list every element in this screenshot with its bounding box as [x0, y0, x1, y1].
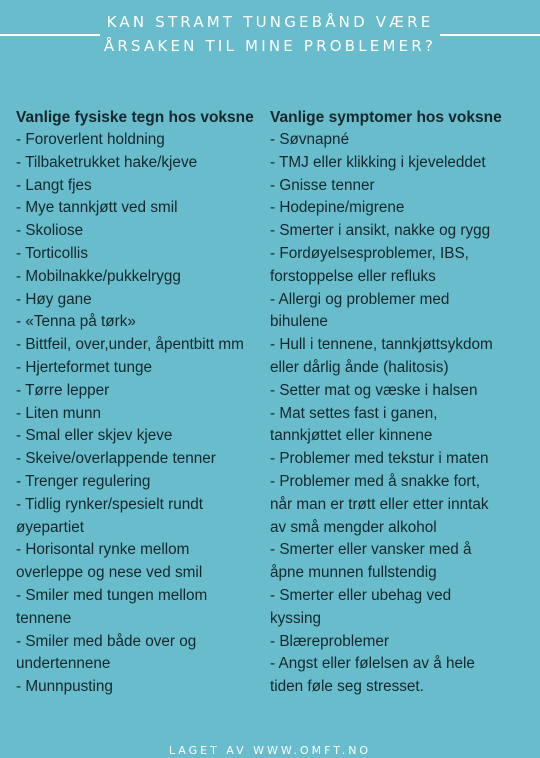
list-item: - Torticollis: [16, 244, 88, 262]
physical-signs-column: [16, 106, 271, 699]
list-item: eller dårlig ånde (halitosis): [270, 358, 449, 376]
list-item: - Tilbaketrukket hake/kjeve: [16, 153, 198, 171]
list-item: - Smerter eller vansker med å: [270, 541, 472, 559]
list-item: undertennene: [16, 655, 111, 673]
list-item: - Hjerteformet tunge: [16, 358, 153, 376]
list-item: - Liten munn: [16, 404, 102, 422]
list-item: - Høy gane: [16, 290, 92, 308]
list-item: øyepartiet: [16, 518, 85, 536]
list-item: - Trenger regulering: [16, 472, 151, 490]
list-item: - Mobilnakke/pukkelrygg: [16, 267, 181, 285]
list-item: - Hodepine/migrene: [270, 199, 405, 217]
list-item: - Smerter eller ubehag ved: [270, 586, 452, 604]
list-item: - Smiler med tungen mellom: [16, 586, 208, 604]
list-item: - Skeive/overlappende tenner: [16, 450, 216, 468]
list-item: - Skoliose: [16, 222, 84, 240]
physical-signs-list: [16, 129, 271, 699]
page-header: [0, 10, 540, 62]
footer-credit: LAGET AV WWW.OMFT.NO: [168, 744, 372, 757]
list-item: - Søvnapné: [270, 131, 350, 148]
page-title-line-2: ÅRSAKEN TIL MINE PROBLEMER?: [103, 37, 437, 55]
list-item: - Hull i tennene, tannkjøttsykdom: [270, 336, 493, 354]
list-item: - TMJ eller klikking i kjeveleddet: [270, 153, 486, 171]
list-item: - Allergi og problemer med: [270, 290, 450, 308]
list-item: - Smal eller skjev kjeve: [16, 427, 173, 445]
list-item: - Smerter i ansikt, nakke og rygg: [270, 222, 491, 240]
list-item: når man er trøtt eller etter inntak: [270, 495, 489, 513]
list-item: åpne munnen fullstendig: [270, 564, 437, 582]
list-item: - Angst eller følelsen av å hele: [270, 655, 475, 673]
page-title-line-1: KAN STRAMT TUNGEBÅND VÆRE: [106, 13, 434, 31]
list-item: - Blæreproblemer: [270, 632, 390, 650]
list-item: - Bittfeil, over,under, åpentbitt mm: [16, 336, 244, 354]
list-item: forstoppelse eller refluks: [270, 267, 436, 285]
list-item: bihulene: [270, 313, 328, 331]
physical-signs-heading: Vanlige fysiske tegn hos voksne: [16, 109, 254, 126]
list-item: - Setter mat og væske i halsen: [270, 381, 478, 399]
symptoms-list: [270, 129, 532, 699]
list-item: - Problemer med tekstur i maten: [270, 450, 489, 468]
list-item: kyssing: [270, 609, 322, 627]
symptoms-column: [270, 106, 532, 699]
list-item: - Fordøyelsesproblemer, IBS,: [270, 244, 469, 262]
list-item: - Munnpusting: [16, 678, 113, 696]
list-item: tannkjøttet eller kinnene: [270, 427, 433, 445]
list-item: tennene: [16, 609, 72, 627]
list-item: - Problemer med å snakke fort,: [270, 472, 480, 490]
list-item: - Tørre lepper: [16, 381, 110, 399]
list-item: - Horisontal rynke mellom: [16, 541, 190, 559]
list-item: - «Tenna på tørk»: [16, 313, 136, 331]
symptoms-heading: Vanlige symptomer hos voksne: [270, 109, 502, 126]
list-item: overleppe og nese ved smil: [16, 564, 203, 582]
list-item: - Tidlig rynker/spesielt rundt: [16, 495, 204, 513]
list-item: - Mat settes fast i ganen,: [270, 404, 438, 422]
list-item: av små mengder alkohol: [270, 518, 437, 536]
list-item: - Gnisse tenner: [270, 176, 375, 194]
list-item: - Mye tannkjøtt ved smil: [16, 199, 178, 217]
list-item: - Foroverlent holdning: [16, 131, 165, 148]
list-item: - Langt fjes: [16, 176, 92, 194]
list-item: - Smiler med både over og: [16, 632, 197, 650]
list-item: tiden føle seg stresset.: [270, 678, 424, 696]
